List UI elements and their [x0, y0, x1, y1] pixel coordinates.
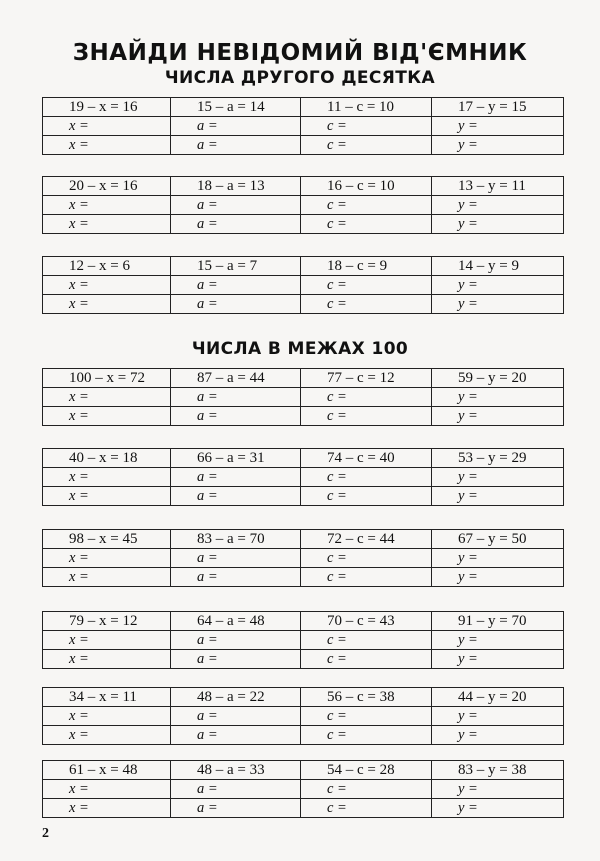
answer-cell[interactable]: a =: [171, 468, 301, 487]
equation-cell: 83 – y = 38: [432, 761, 564, 780]
equation-cell: 20 – x = 16: [43, 177, 171, 196]
answer-cell[interactable]: c =: [301, 487, 432, 506]
answer-cell[interactable]: c =: [301, 136, 432, 155]
answer-row: [43, 726, 564, 745]
equation-cell: 16 – c = 10: [301, 177, 432, 196]
equation-cell: 72 – c = 44: [301, 530, 432, 549]
equation-cell: 17 – y = 15: [432, 98, 564, 117]
equation-cell: 18 – c = 9: [301, 257, 432, 276]
answer-cell[interactable]: x =: [43, 407, 171, 426]
answer-cell[interactable]: a =: [171, 117, 301, 136]
equation-cell: 59 – y = 20: [432, 369, 564, 388]
answer-row: [43, 707, 564, 726]
answer-cell[interactable]: c =: [301, 726, 432, 745]
answer-row: [43, 468, 564, 487]
equation-row: [43, 98, 564, 117]
answer-cell[interactable]: y =: [432, 568, 564, 587]
answer-cell[interactable]: a =: [171, 726, 301, 745]
answer-cell[interactable]: y =: [432, 388, 564, 407]
answer-cell[interactable]: x =: [43, 215, 171, 234]
exercise-block: [42, 687, 564, 745]
exercise-block: [42, 256, 564, 314]
equation-row: [43, 761, 564, 780]
answer-cell[interactable]: c =: [301, 407, 432, 426]
answer-cell[interactable]: x =: [43, 650, 171, 669]
answer-row: [43, 388, 564, 407]
answer-cell[interactable]: y =: [432, 407, 564, 426]
answer-cell[interactable]: x =: [43, 487, 171, 506]
answer-cell[interactable]: y =: [432, 726, 564, 745]
exercise-block: [42, 97, 564, 155]
answer-cell[interactable]: a =: [171, 487, 301, 506]
answer-cell[interactable]: x =: [43, 117, 171, 136]
equation-row: [43, 612, 564, 631]
answer-cell[interactable]: y =: [432, 215, 564, 234]
equation-row: [43, 688, 564, 707]
answer-cell[interactable]: a =: [171, 196, 301, 215]
answer-cell[interactable]: c =: [301, 276, 432, 295]
answer-row: [43, 196, 564, 215]
answer-row: [43, 631, 564, 650]
equation-cell: 74 – c = 40: [301, 449, 432, 468]
equation-cell: 83 – a = 70: [171, 530, 301, 549]
equation-cell: 56 – c = 38: [301, 688, 432, 707]
section-title-within-100: ЧИСЛА В МЕЖАХ 100: [191, 339, 409, 359]
exercise-block: [42, 529, 564, 587]
answer-cell[interactable]: a =: [171, 549, 301, 568]
answer-cell[interactable]: a =: [171, 407, 301, 426]
equation-cell: 14 – y = 9: [432, 257, 564, 276]
answer-cell[interactable]: y =: [432, 295, 564, 314]
equation-row: [43, 177, 564, 196]
answer-cell[interactable]: y =: [432, 276, 564, 295]
answer-cell[interactable]: y =: [432, 650, 564, 669]
exercise-block: [42, 760, 564, 818]
equation-cell: 12 – x = 6: [43, 257, 171, 276]
answer-cell[interactable]: a =: [171, 276, 301, 295]
answer-cell[interactable]: c =: [301, 707, 432, 726]
equation-cell: 34 – x = 11: [43, 688, 171, 707]
answer-cell[interactable]: x =: [43, 726, 171, 745]
answer-cell[interactable]: c =: [301, 468, 432, 487]
equation-cell: 79 – x = 12: [43, 612, 171, 631]
answer-cell[interactable]: y =: [432, 799, 564, 818]
equation-cell: 15 – a = 7: [171, 257, 301, 276]
equation-row: [43, 530, 564, 549]
answer-cell[interactable]: c =: [301, 799, 432, 818]
answer-cell[interactable]: y =: [432, 196, 564, 215]
equation-cell: 67 – y = 50: [432, 530, 564, 549]
answer-row: [43, 568, 564, 587]
equation-row: [43, 369, 564, 388]
section-title-second-ten: ЧИСЛА ДРУГОГО ДЕСЯТКА: [164, 68, 436, 88]
page-number: 2: [42, 826, 49, 841]
answer-cell[interactable]: y =: [432, 468, 564, 487]
answer-cell[interactable]: c =: [301, 196, 432, 215]
equation-cell: 19 – x = 16: [43, 98, 171, 117]
answer-row: [43, 136, 564, 155]
equation-cell: 70 – c = 43: [301, 612, 432, 631]
exercise-block: [42, 368, 564, 426]
equation-row: [43, 257, 564, 276]
answer-cell[interactable]: a =: [171, 780, 301, 799]
answer-cell[interactable]: x =: [43, 707, 171, 726]
answer-cell[interactable]: x =: [43, 780, 171, 799]
answer-cell[interactable]: a =: [171, 136, 301, 155]
answer-cell[interactable]: x =: [43, 568, 171, 587]
answer-cell[interactable]: y =: [432, 136, 564, 155]
answer-cell[interactable]: c =: [301, 295, 432, 314]
equation-cell: 66 – a = 31: [171, 449, 301, 468]
answer-cell[interactable]: x =: [43, 196, 171, 215]
exercise-block: [42, 448, 564, 506]
equation-cell: 44 – y = 20: [432, 688, 564, 707]
page-title: ЗНАЙДИ НЕВІДОМИЙ ВІД'ЄМНИК: [72, 40, 528, 66]
equation-cell: 98 – x = 45: [43, 530, 171, 549]
answer-cell[interactable]: a =: [171, 388, 301, 407]
equation-row: [43, 449, 564, 468]
answer-cell[interactable]: y =: [432, 487, 564, 506]
answer-cell[interactable]: c =: [301, 631, 432, 650]
answer-cell[interactable]: c =: [301, 549, 432, 568]
answer-cell[interactable]: c =: [301, 215, 432, 234]
answer-row: [43, 549, 564, 568]
answer-cell[interactable]: x =: [43, 468, 171, 487]
answer-cell[interactable]: a =: [171, 568, 301, 587]
answer-cell[interactable]: y =: [432, 549, 564, 568]
equation-cell: 11 – c = 10: [301, 98, 432, 117]
equation-cell: 15 – a = 14: [171, 98, 301, 117]
answer-cell[interactable]: c =: [301, 388, 432, 407]
answer-cell[interactable]: a =: [171, 631, 301, 650]
answer-row: [43, 295, 564, 314]
answer-cell[interactable]: x =: [43, 799, 171, 818]
equation-cell: 54 – c = 28: [301, 761, 432, 780]
answer-row: [43, 276, 564, 295]
equation-cell: 64 – a = 48: [171, 612, 301, 631]
answer-cell[interactable]: a =: [171, 707, 301, 726]
answer-cell[interactable]: x =: [43, 388, 171, 407]
equation-cell: 48 – a = 33: [171, 761, 301, 780]
answer-row: [43, 215, 564, 234]
answer-row: [43, 780, 564, 799]
answer-cell[interactable]: x =: [43, 295, 171, 314]
exercise-block: [42, 176, 564, 234]
answer-cell[interactable]: y =: [432, 117, 564, 136]
answer-cell[interactable]: x =: [43, 631, 171, 650]
equation-cell: 100 – x = 72: [43, 369, 171, 388]
equation-cell: 48 – a = 22: [171, 688, 301, 707]
equation-cell: 61 – x = 48: [43, 761, 171, 780]
equation-cell: 13 – y = 11: [432, 177, 564, 196]
answer-cell[interactable]: a =: [171, 215, 301, 234]
answer-cell[interactable]: a =: [171, 295, 301, 314]
answer-cell[interactable]: a =: [171, 799, 301, 818]
answer-cell[interactable]: x =: [43, 136, 171, 155]
answer-cell[interactable]: y =: [432, 707, 564, 726]
answer-row: [43, 799, 564, 818]
answer-cell[interactable]: y =: [432, 780, 564, 799]
answer-cell[interactable]: c =: [301, 568, 432, 587]
answer-cell[interactable]: c =: [301, 117, 432, 136]
answer-row: [43, 487, 564, 506]
answer-cell[interactable]: x =: [43, 549, 171, 568]
answer-cell[interactable]: x =: [43, 276, 171, 295]
exercise-block: [42, 611, 564, 669]
answer-row: [43, 407, 564, 426]
answer-cell[interactable]: c =: [301, 780, 432, 799]
equation-cell: 18 – a = 13: [171, 177, 301, 196]
equation-cell: 87 – a = 44: [171, 369, 301, 388]
equation-cell: 77 – c = 12: [301, 369, 432, 388]
answer-row: [43, 650, 564, 669]
equation-cell: 53 – y = 29: [432, 449, 564, 468]
answer-cell[interactable]: a =: [171, 650, 301, 669]
answer-row: [43, 117, 564, 136]
answer-cell[interactable]: y =: [432, 631, 564, 650]
answer-cell[interactable]: c =: [301, 650, 432, 669]
equation-cell: 91 – y = 70: [432, 612, 564, 631]
equation-cell: 40 – x = 18: [43, 449, 171, 468]
